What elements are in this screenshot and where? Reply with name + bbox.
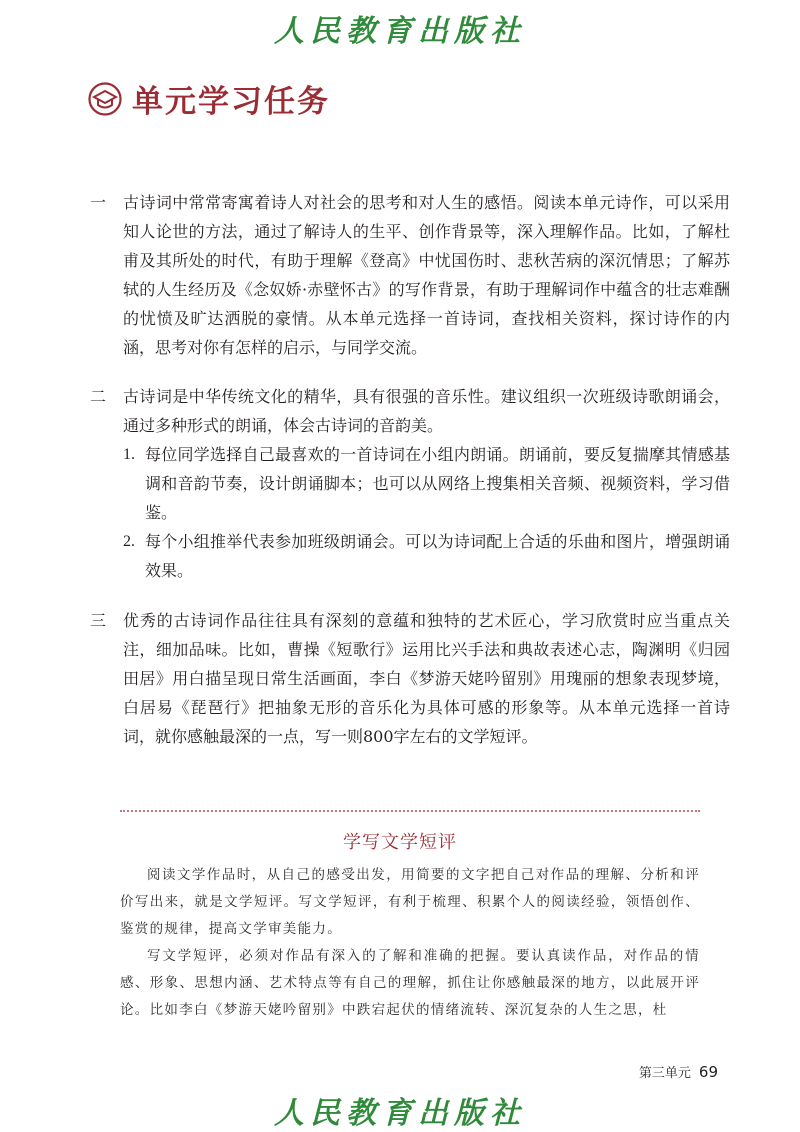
task-text: 古诗词是中华传统文化的精华，具有很强的音乐性。建议组织一次班级诗歌朗诵会，通过多种形式的朗诵，体会古诗词的音韵美。 [123, 387, 730, 435]
task-item-3 [90, 606, 730, 751]
box-paragraph: 阅读文学作品时，从自己的感受出发，用简要的文字把自己对作品的理解、分析和评价写出来，就是文学短评。写文学短评，有利于梳理、积累个人的阅读经验，领悟创作、鉴赏的规律，提高文学审美能力。 [120, 867, 700, 937]
sub-item-1 [123, 440, 730, 527]
task-text: 优秀的古诗词作品往往具有深刻的意蕴和独特的艺术匠心，学习欣赏时应当重点关注，细加品味。比如，曹操《短歌行》运用比兴手法和典故表述心志，陶渊明《归园田居》用白描呈现日常生活画面，李白《梦游天姥吟留别》用瑰丽的想象表现梦境，白居易《琵琶行》把抽象无形的音乐化为具体可感的形象等。从本单元选择一首诗词，就你感触最深的一点，写一则800字左右的文学短评。 [123, 611, 730, 746]
graduation-cap-icon [88, 82, 122, 116]
publisher-logo-bottom: 人民教育出版社 [274, 1096, 526, 1131]
page-footer [639, 1062, 718, 1081]
sub-text: 每个小组推举代表参加班级朗诵会。可以为诗词配上合适的乐曲和图片，增强朗诵效果。 [145, 532, 730, 580]
sub-text: 每位同学选择自己最喜欢的一首诗词在小组内朗诵。朗诵前，要反复揣摩其情感基调和音韵节奏，设计朗诵脚本；也可以从网络上搜集相关音频、视频资料，学习借鉴。 [145, 445, 730, 522]
task-number: 二 [90, 387, 107, 406]
dotted-divider [120, 810, 700, 812]
sub-number: 2. [123, 533, 135, 550]
unit-label: 第三单元 [638, 1066, 691, 1081]
task-item-2 [90, 382, 730, 585]
section-heading [88, 76, 330, 121]
box-body [120, 862, 700, 1024]
task-number: 三 [90, 611, 107, 630]
box-paragraph: 写文学短评，必须对作品有深入的了解和准确的把握。要认真读作品，对作品的情感、形象、思想内涵、艺术特点等有自己的理解，抓住让你感触最深的地方，以此展开评论。比如李白《梦游天姥吟留别》中跌宕起伏的情绪流转、深沉复杂的人生之思，杜 [120, 948, 700, 1018]
sub-item-2 [123, 527, 730, 585]
page-number: 69 [698, 1063, 718, 1081]
sub-number: 1. [123, 446, 135, 463]
page-title: 单元学习任务 [132, 84, 330, 120]
task-number: 一 [90, 193, 107, 212]
task-text: 古诗词中常常寄寓着诗人对社会的思考和对人生的感悟。阅读本单元诗作，可以采用知人论世的方法，通过了解诗人的生平、创作背景等，深入理解作品。比如，了解杜甫及其所处的时代，有助于理解《登高》中忧国伤时、悲秋苦病的深沉情思；了解苏轼的人生经历及《念奴娇·赤壁怀古》的写作背景，有助于理解词作中蕴含的壮志难酬的忧愤及旷达洒脱的豪情。从本单元选择一首诗词，查找相关资料，探讨诗作的内涵，思考对你有怎样的启示，与同学交流。 [123, 193, 730, 357]
task-item-1 [90, 188, 730, 362]
box-title: 学写文学短评 [343, 832, 457, 853]
publisher-logo-top: 人民教育出版社 [274, 14, 526, 49]
